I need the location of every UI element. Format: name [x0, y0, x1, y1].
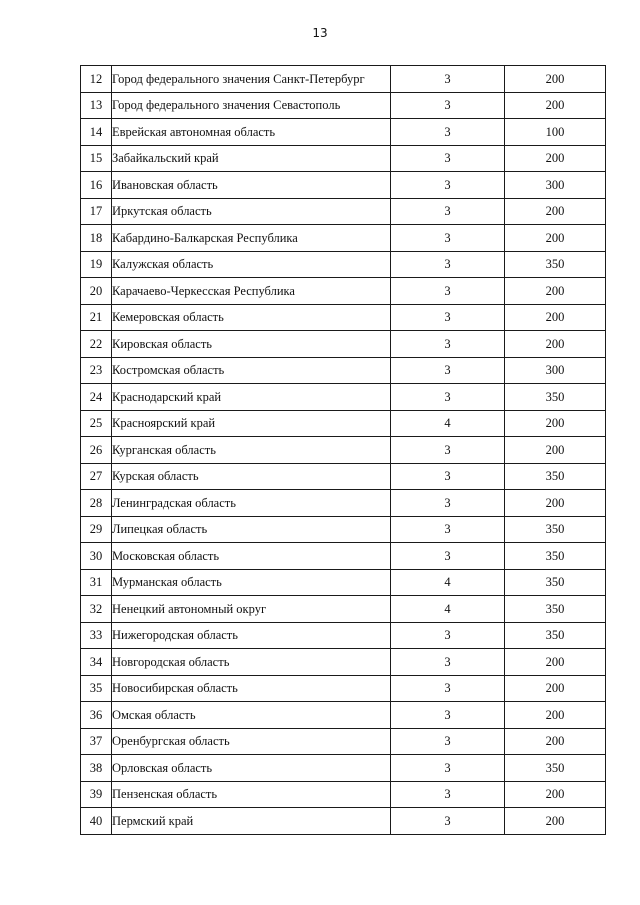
value-column-4-cell: 200	[505, 278, 606, 305]
region-name-cell: Забайкальский край	[112, 145, 391, 172]
region-name-cell: Мурманская область	[112, 569, 391, 596]
value-column-4-cell: 300	[505, 172, 606, 199]
region-name-cell: Курская область	[112, 463, 391, 490]
value-column-3-cell: 3	[391, 463, 505, 490]
value-column-4-cell: 350	[505, 543, 606, 570]
value-column-3-cell: 3	[391, 304, 505, 331]
table-row	[81, 225, 606, 252]
region-name-cell: Пермский край	[112, 808, 391, 835]
value-column-3-cell: 3	[391, 622, 505, 649]
table-row	[81, 304, 606, 331]
region-name-cell: Новгородская область	[112, 649, 391, 676]
region-name-cell: Ненецкий автономный округ	[112, 596, 391, 623]
row-number-cell: 34	[81, 649, 112, 676]
value-column-3-cell: 3	[391, 543, 505, 570]
region-name-cell: Московская область	[112, 543, 391, 570]
region-name-cell: Иркутская область	[112, 198, 391, 225]
table-row	[81, 781, 606, 808]
value-column-3-cell: 3	[391, 702, 505, 729]
region-name-cell: Кировская область	[112, 331, 391, 358]
row-number-cell: 16	[81, 172, 112, 199]
value-column-4-cell: 200	[505, 808, 606, 835]
region-name-cell: Липецкая область	[112, 516, 391, 543]
row-number-cell: 20	[81, 278, 112, 305]
region-name-cell: Калужская область	[112, 251, 391, 278]
value-column-4-cell: 350	[505, 622, 606, 649]
page-number: 13	[312, 26, 328, 40]
row-number-cell: 37	[81, 728, 112, 755]
table-row	[81, 569, 606, 596]
table-row	[81, 119, 606, 146]
row-number-cell: 32	[81, 596, 112, 623]
value-column-4-cell: 200	[505, 66, 606, 93]
value-column-4-cell: 350	[505, 384, 606, 411]
region-name-cell: Ивановская область	[112, 172, 391, 199]
region-name-cell: Кемеровская область	[112, 304, 391, 331]
row-number-cell: 33	[81, 622, 112, 649]
table-row	[81, 410, 606, 437]
row-number-cell: 21	[81, 304, 112, 331]
table-row	[81, 649, 606, 676]
table-row	[81, 755, 606, 782]
value-column-4-cell: 200	[505, 649, 606, 676]
table-row	[81, 675, 606, 702]
row-number-cell: 39	[81, 781, 112, 808]
value-column-3-cell: 3	[391, 172, 505, 199]
row-number-cell: 17	[81, 198, 112, 225]
region-name-cell: Краснодарский край	[112, 384, 391, 411]
value-column-4-cell: 200	[505, 145, 606, 172]
value-column-3-cell: 3	[391, 278, 505, 305]
table-row	[81, 622, 606, 649]
row-number-cell: 12	[81, 66, 112, 93]
value-column-4-cell: 350	[505, 251, 606, 278]
table-row	[81, 384, 606, 411]
value-column-3-cell: 3	[391, 490, 505, 517]
region-name-cell: Город федерального значения Санкт-Петербург	[112, 66, 391, 93]
value-column-4-cell: 200	[505, 331, 606, 358]
row-number-cell: 38	[81, 755, 112, 782]
value-column-3-cell: 3	[391, 516, 505, 543]
table-row	[81, 702, 606, 729]
value-column-3-cell: 3	[391, 66, 505, 93]
region-name-cell: Кабардино-Балкарская Республика	[112, 225, 391, 252]
value-column-3-cell: 4	[391, 410, 505, 437]
row-number-cell: 30	[81, 543, 112, 570]
table-row	[81, 198, 606, 225]
row-number-cell: 15	[81, 145, 112, 172]
table-row	[81, 437, 606, 464]
table-row	[81, 516, 606, 543]
region-name-cell: Карачаево-Черкесская Республика	[112, 278, 391, 305]
table-row	[81, 490, 606, 517]
table-row	[81, 463, 606, 490]
value-column-3-cell: 3	[391, 384, 505, 411]
row-number-cell: 35	[81, 675, 112, 702]
regions-table-body	[81, 66, 606, 835]
value-column-3-cell: 3	[391, 145, 505, 172]
value-column-3-cell: 3	[391, 808, 505, 835]
regions-table	[80, 65, 606, 835]
region-name-cell: Город федерального значения Севастополь	[112, 92, 391, 119]
region-name-cell: Костромская область	[112, 357, 391, 384]
value-column-4-cell: 350	[505, 755, 606, 782]
row-number-cell: 28	[81, 490, 112, 517]
region-name-cell: Новосибирская область	[112, 675, 391, 702]
value-column-3-cell: 3	[391, 357, 505, 384]
row-number-cell: 25	[81, 410, 112, 437]
value-column-3-cell: 3	[391, 755, 505, 782]
table-row	[81, 251, 606, 278]
value-column-4-cell: 200	[505, 702, 606, 729]
value-column-4-cell: 350	[505, 463, 606, 490]
value-column-3-cell: 3	[391, 92, 505, 119]
value-column-3-cell: 4	[391, 596, 505, 623]
region-name-cell: Ленинградская область	[112, 490, 391, 517]
value-column-4-cell: 200	[505, 198, 606, 225]
value-column-3-cell: 3	[391, 649, 505, 676]
region-name-cell: Омская область	[112, 702, 391, 729]
value-column-3-cell: 3	[391, 119, 505, 146]
table-row	[81, 278, 606, 305]
value-column-4-cell: 200	[505, 490, 606, 517]
value-column-3-cell: 3	[391, 251, 505, 278]
value-column-4-cell: 200	[505, 781, 606, 808]
table-row	[81, 145, 606, 172]
region-name-cell: Оренбургская область	[112, 728, 391, 755]
row-number-cell: 23	[81, 357, 112, 384]
value-column-3-cell: 4	[391, 569, 505, 596]
row-number-cell: 29	[81, 516, 112, 543]
value-column-3-cell: 3	[391, 331, 505, 358]
value-column-3-cell: 3	[391, 728, 505, 755]
row-number-cell: 26	[81, 437, 112, 464]
value-column-4-cell: 350	[505, 596, 606, 623]
value-column-4-cell: 200	[505, 304, 606, 331]
row-number-cell: 27	[81, 463, 112, 490]
table-row	[81, 596, 606, 623]
table-row	[81, 543, 606, 570]
table-row	[81, 66, 606, 93]
value-column-4-cell: 100	[505, 119, 606, 146]
value-column-3-cell: 3	[391, 225, 505, 252]
region-name-cell: Орловская область	[112, 755, 391, 782]
value-column-3-cell: 3	[391, 781, 505, 808]
row-number-cell: 24	[81, 384, 112, 411]
table-row	[81, 728, 606, 755]
value-column-4-cell: 200	[505, 437, 606, 464]
row-number-cell: 18	[81, 225, 112, 252]
row-number-cell: 19	[81, 251, 112, 278]
value-column-4-cell: 350	[505, 569, 606, 596]
table-row	[81, 331, 606, 358]
value-column-4-cell: 200	[505, 92, 606, 119]
region-name-cell: Еврейская автономная область	[112, 119, 391, 146]
row-number-cell: 31	[81, 569, 112, 596]
table-row	[81, 172, 606, 199]
region-name-cell: Красноярский край	[112, 410, 391, 437]
value-column-4-cell: 200	[505, 728, 606, 755]
value-column-4-cell: 300	[505, 357, 606, 384]
row-number-cell: 14	[81, 119, 112, 146]
region-name-cell: Пензенская область	[112, 781, 391, 808]
value-column-4-cell: 200	[505, 225, 606, 252]
value-column-4-cell: 200	[505, 675, 606, 702]
value-column-3-cell: 3	[391, 675, 505, 702]
value-column-4-cell: 200	[505, 410, 606, 437]
value-column-4-cell: 350	[505, 516, 606, 543]
region-name-cell: Курганская область	[112, 437, 391, 464]
table-row	[81, 357, 606, 384]
row-number-cell: 40	[81, 808, 112, 835]
table-row	[81, 808, 606, 835]
region-name-cell: Нижегородская область	[112, 622, 391, 649]
value-column-3-cell: 3	[391, 437, 505, 464]
table-row	[81, 92, 606, 119]
row-number-cell: 13	[81, 92, 112, 119]
row-number-cell: 22	[81, 331, 112, 358]
value-column-3-cell: 3	[391, 198, 505, 225]
row-number-cell: 36	[81, 702, 112, 729]
